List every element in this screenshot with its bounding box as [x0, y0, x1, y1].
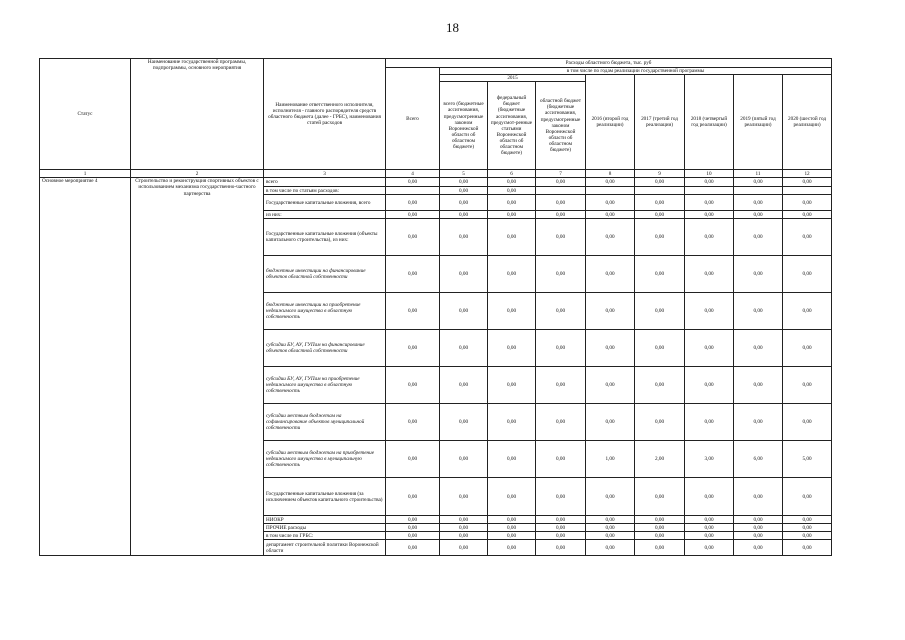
value-cell: 0,00 — [783, 178, 832, 187]
expense-item-label: Государственные капитальные вложения (за исключением объектов капитального строительства) — [264, 478, 386, 516]
value-cell: 0,00 — [685, 367, 734, 404]
value-cell: 0,00 — [734, 516, 783, 524]
header-year-2019: 2019 (пятый год реализации) — [734, 75, 783, 170]
expense-item-label: в том числе по ГРБС: — [264, 532, 386, 540]
value-cell: 0,00 — [488, 441, 536, 478]
value-cell: 0,00 — [783, 293, 832, 330]
value-cell: 0,00 — [685, 330, 734, 367]
expense-item-label: в том числе по статьям расходов: — [264, 187, 386, 195]
header-year-2020: 2020 (шестой год реализации) — [783, 75, 832, 170]
value-cell: 0,00 — [783, 367, 832, 404]
value-cell: 0,00 — [783, 540, 832, 556]
value-cell — [783, 187, 832, 195]
value-cell: 0,00 — [440, 367, 488, 404]
header-total: Всего — [386, 68, 440, 170]
value-cell: 0,00 — [488, 404, 536, 441]
header-by-years: в том числе по годам реализации государственной программы — [440, 68, 832, 75]
value-cell: 0,00 — [685, 516, 734, 524]
value-cell: 0,00 — [536, 195, 586, 211]
value-cell: 0,00 — [386, 178, 440, 187]
value-cell: 0,00 — [734, 532, 783, 540]
value-cell: 0,00 — [386, 441, 440, 478]
value-cell: 0,00 — [536, 211, 586, 219]
column-number: 2 — [131, 170, 264, 178]
value-cell: 0,00 — [586, 367, 635, 404]
header-year-2016: 2016 (второй год реализации) — [586, 75, 635, 170]
value-cell: 0,00 — [488, 211, 536, 219]
header-status: Статус — [40, 59, 131, 170]
value-cell: 0,00 — [586, 256, 635, 293]
value-cell: 0,00 — [586, 516, 635, 524]
value-cell: 0,00 — [440, 178, 488, 187]
column-number: 1 — [40, 170, 131, 178]
expense-item-label: субсидии местным бюджетам на приобретение недвижимого имущества в муниципальную собственность — [264, 441, 386, 478]
value-cell: 0,00 — [440, 532, 488, 540]
value-cell — [685, 187, 734, 195]
value-cell: 0,00 — [536, 404, 586, 441]
header-2015-federal: федеральный бюджет (бюджетные ассигнования, предусмот-ренные статьями Воронежской области об областном бюджете) — [488, 82, 536, 170]
value-cell: 0,00 — [734, 540, 783, 556]
value-cell: 0,00 — [536, 441, 586, 478]
budget-table — [39, 58, 832, 556]
header-expenses: Расходы областного бюджета, тыс. руб — [386, 59, 832, 68]
value-cell: 0,00 — [488, 524, 536, 532]
value-cell: 0,00 — [536, 532, 586, 540]
value-cell: 0,00 — [536, 178, 586, 187]
value-cell: 0,00 — [635, 367, 685, 404]
value-cell — [635, 187, 685, 195]
value-cell: 0,00 — [783, 532, 832, 540]
value-cell: 0,00 — [586, 532, 635, 540]
value-cell: 0,00 — [734, 178, 783, 187]
expense-item-label: Государственные капитальные вложения, всего — [264, 195, 386, 211]
value-cell: 0,00 — [734, 330, 783, 367]
value-cell: 0,00 — [685, 532, 734, 540]
value-cell: 0,00 — [440, 516, 488, 524]
table-row — [40, 178, 832, 187]
value-cell: 0,00 — [685, 404, 734, 441]
value-cell: 0,00 — [386, 540, 440, 556]
header-year-2017: 2017 (третий год реализации) — [635, 75, 685, 170]
program-name-cell: Строительство и реконструкция спортивных объектов с использованием механизма государственно-частного партнерства — [131, 178, 264, 556]
value-cell: 0,00 — [685, 478, 734, 516]
value-cell: 5,00 — [783, 441, 832, 478]
expense-item-label: всего — [264, 178, 386, 187]
value-cell: 0,00 — [440, 211, 488, 219]
value-cell: 0,00 — [386, 524, 440, 532]
column-number: 7 — [536, 170, 586, 178]
value-cell: 0,00 — [783, 195, 832, 211]
value-cell: 0,00 — [440, 441, 488, 478]
column-number: 4 — [386, 170, 440, 178]
header-2015-total: всего (бюджетные ассигнования, предусмотренные законом Воронежской области об областном бюджете) — [440, 82, 488, 170]
value-cell: 0,00 — [783, 404, 832, 441]
value-cell: 0,00 — [386, 330, 440, 367]
header-executor: Наименование ответственного исполнителя, исполнителя - главного распорядителя средств областного бюджета (далее - ГРБС), наименования статей расходов — [264, 59, 386, 170]
value-cell: 0,00 — [586, 195, 635, 211]
value-cell: 0,00 — [635, 330, 685, 367]
value-cell: 0,00 — [536, 516, 586, 524]
value-cell: 0,00 — [685, 524, 734, 532]
value-cell: 0,00 — [685, 293, 734, 330]
value-cell: 0,00 — [734, 256, 783, 293]
value-cell: 0,00 — [586, 478, 635, 516]
column-number: 10 — [685, 170, 734, 178]
value-cell: 2,00 — [635, 441, 685, 478]
value-cell — [586, 187, 635, 195]
value-cell: 0,00 — [488, 293, 536, 330]
page-number: 18 — [446, 20, 459, 35]
value-cell: 0,00 — [536, 524, 586, 532]
header-program-name: Наименование государственной программы, подпрограммы, основного мероприятия — [131, 59, 264, 170]
value-cell: 0,00 — [440, 540, 488, 556]
value-cell: 0,00 — [488, 532, 536, 540]
value-cell: 0,00 — [685, 219, 734, 256]
value-cell: 0,00 — [586, 293, 635, 330]
value-cell: 0,00 — [386, 532, 440, 540]
column-number: 9 — [635, 170, 685, 178]
value-cell: 0,00 — [635, 219, 685, 256]
value-cell: 0,00 — [635, 195, 685, 211]
value-cell: 0,00 — [440, 219, 488, 256]
expense-item-label: бюджетные инвестиции на приобретение недвижимого имущества в областную собственность — [264, 293, 386, 330]
value-cell: 1,00 — [586, 441, 635, 478]
expense-item-label: НИОКР — [264, 516, 386, 524]
value-cell: 0,00 — [635, 293, 685, 330]
value-cell: 0,00 — [635, 404, 685, 441]
header-year-2015: 2015 — [440, 75, 586, 82]
column-number: 8 — [586, 170, 635, 178]
column-number: 11 — [734, 170, 783, 178]
value-cell: 0,00 — [586, 219, 635, 256]
value-cell: 0,00 — [536, 219, 586, 256]
value-cell: 0,00 — [536, 330, 586, 367]
value-cell: 0,00 — [488, 540, 536, 556]
value-cell: 0,00 — [440, 256, 488, 293]
value-cell: 0,00 — [488, 219, 536, 256]
value-cell: 0,00 — [635, 478, 685, 516]
value-cell — [536, 187, 586, 195]
value-cell: 0,00 — [586, 211, 635, 219]
value-cell: 0,00 — [783, 524, 832, 532]
value-cell: 0,00 — [635, 532, 685, 540]
value-cell: 0,00 — [386, 219, 440, 256]
value-cell: 0,00 — [440, 195, 488, 211]
header-2015-regional: областной бюджет (бюджетные ассигнования, предусмотренные законом Воронежской области об областном бюджете) — [536, 82, 586, 170]
value-cell: 0,00 — [586, 330, 635, 367]
value-cell: 0,00 — [488, 516, 536, 524]
value-cell: 0,00 — [440, 478, 488, 516]
expense-item-label: Государственные капитальные вложения (объекты капитального строительства), из них: — [264, 219, 386, 256]
value-cell: 0,00 — [386, 367, 440, 404]
value-cell: 0,00 — [488, 367, 536, 404]
value-cell: 0,00 — [488, 256, 536, 293]
expense-item-label: ПРОЧИЕ расходы — [264, 524, 386, 532]
value-cell: 0,00 — [440, 187, 488, 195]
column-number: 5 — [440, 170, 488, 178]
column-numbers-row — [40, 170, 832, 178]
value-cell: 0,00 — [386, 293, 440, 330]
value-cell: 3,00 — [685, 441, 734, 478]
value-cell: 0,00 — [783, 330, 832, 367]
value-cell: 0,00 — [783, 516, 832, 524]
value-cell: 0,00 — [386, 478, 440, 516]
value-cell: 0,00 — [635, 516, 685, 524]
value-cell: 0,00 — [586, 540, 635, 556]
value-cell: 0,00 — [440, 404, 488, 441]
value-cell: 0,00 — [734, 195, 783, 211]
value-cell: 0,00 — [685, 540, 734, 556]
value-cell: 0,00 — [488, 195, 536, 211]
value-cell: 0,00 — [734, 524, 783, 532]
value-cell: 6,00 — [734, 441, 783, 478]
value-cell: 0,00 — [635, 256, 685, 293]
value-cell: 0,00 — [685, 256, 734, 293]
value-cell: 0,00 — [586, 178, 635, 187]
expense-item-label: субсидии БУ, АУ, ГУПам на финансирование объектов областной собственности — [264, 330, 386, 367]
expense-item-label: субсидии БУ, АУ, ГУПам на приобретение недвижимого имущества в областную собственность — [264, 367, 386, 404]
value-cell: 0,00 — [586, 404, 635, 441]
value-cell: 0,00 — [734, 478, 783, 516]
value-cell: 0,00 — [386, 195, 440, 211]
value-cell — [734, 187, 783, 195]
value-cell: 0,00 — [783, 478, 832, 516]
value-cell: 0,00 — [536, 478, 586, 516]
value-cell: 0,00 — [488, 478, 536, 516]
value-cell: 0,00 — [440, 330, 488, 367]
value-cell: 0,00 — [635, 540, 685, 556]
value-cell: 0,00 — [685, 211, 734, 219]
value-cell: 0,00 — [635, 211, 685, 219]
expense-item-label: бюджетные инвестиции на финансирование объектов областной собственности — [264, 256, 386, 293]
value-cell: 0,00 — [488, 178, 536, 187]
value-cell: 0,00 — [386, 211, 440, 219]
value-cell: 0,00 — [734, 211, 783, 219]
status-cell: Основное мероприятие 4 — [40, 178, 131, 556]
column-number: 3 — [264, 170, 386, 178]
value-cell: 0,00 — [488, 187, 536, 195]
value-cell: 0,00 — [783, 256, 832, 293]
expense-item-label: департамент строительной политики Воронежской области — [264, 540, 386, 556]
value-cell: 0,00 — [386, 256, 440, 293]
column-number: 6 — [488, 170, 536, 178]
value-cell: 0,00 — [536, 367, 586, 404]
value-cell: 0,00 — [586, 524, 635, 532]
value-cell: 0,00 — [685, 195, 734, 211]
value-cell: 0,00 — [635, 524, 685, 532]
value-cell: 0,00 — [685, 178, 734, 187]
value-cell: 0,00 — [440, 524, 488, 532]
value-cell: 0,00 — [783, 219, 832, 256]
header-year-2018: 2018 (четвертый год реализации) — [685, 75, 734, 170]
value-cell: 0,00 — [386, 404, 440, 441]
value-cell: 0,00 — [386, 516, 440, 524]
value-cell: 0,00 — [783, 211, 832, 219]
value-cell: 0,00 — [734, 404, 783, 441]
expense-item-label: субсидии местным бюджетам на софинансирование объектов муниципальной собственности — [264, 404, 386, 441]
value-cell: 0,00 — [734, 367, 783, 404]
value-cell: 0,00 — [440, 293, 488, 330]
value-cell: 0,00 — [536, 540, 586, 556]
value-cell: 0,00 — [635, 178, 685, 187]
expense-item-label: из них: — [264, 211, 386, 219]
value-cell — [386, 187, 440, 195]
value-cell: 0,00 — [488, 330, 536, 367]
value-cell: 0,00 — [734, 293, 783, 330]
value-cell: 0,00 — [536, 293, 586, 330]
column-number: 12 — [783, 170, 832, 178]
value-cell: 0,00 — [536, 256, 586, 293]
value-cell: 0,00 — [734, 219, 783, 256]
